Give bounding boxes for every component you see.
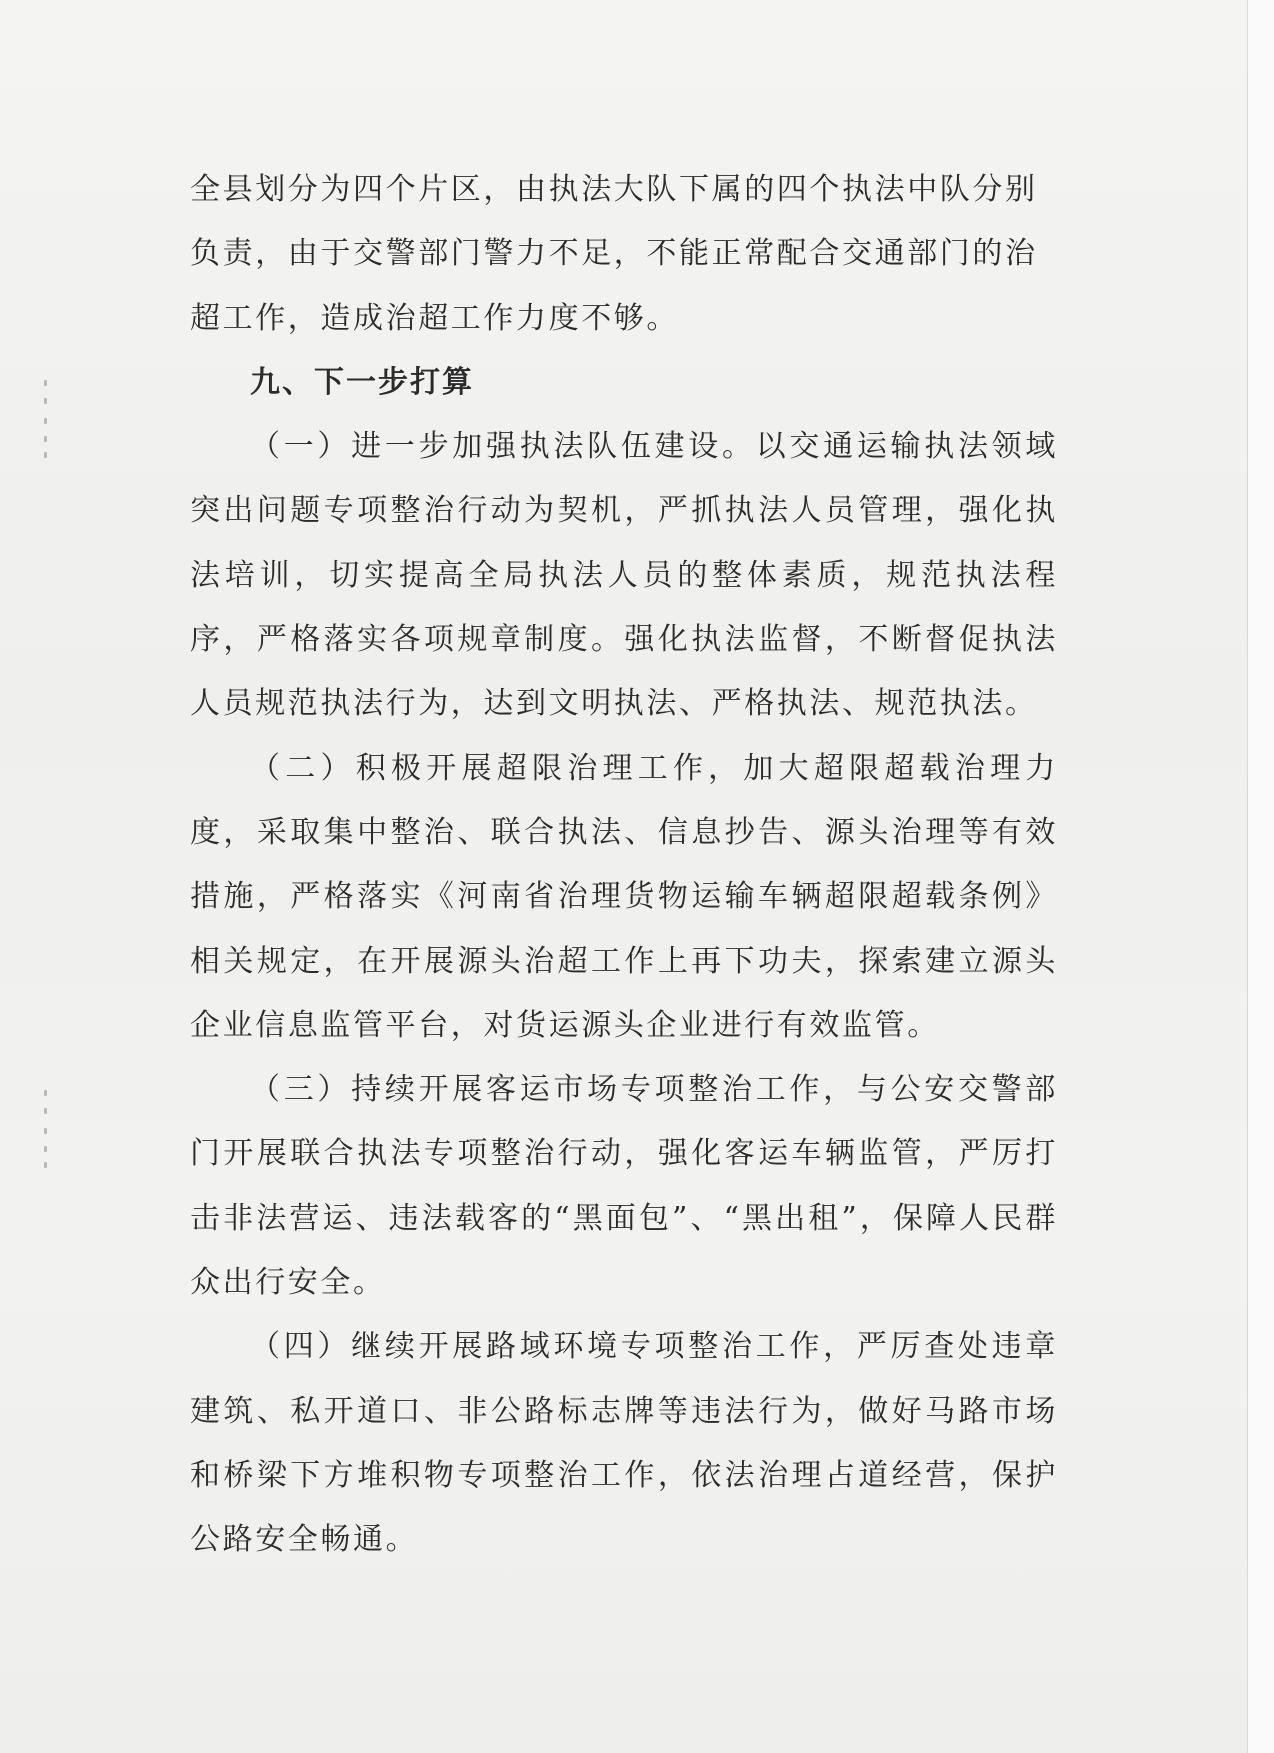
text-line: 民群众出行安全。 (190, 1200, 1058, 1301)
text-line: （一）进一步加强执法队伍建设。以交通运输执法领域 (250, 429, 1058, 465)
binding-mark (44, 1146, 47, 1152)
text-line: 严格落实《河南省治理货物运输车辆超限超载条例》相关规 (190, 879, 1058, 979)
text-line: （四）继续开展路域环境专项整治工作，严厉查处违章 (250, 1329, 1058, 1365)
text-line: 定，在开展源头治超工作上再下功夫，探索建立源头企业信 (190, 943, 1058, 1043)
section-heading (190, 351, 1058, 415)
text-line: （二）积极开展超限治理工作，加大超限超载治理力度， (190, 750, 1058, 850)
binding-mark (44, 418, 47, 424)
binding-mark (44, 1128, 47, 1134)
binding-mark (44, 380, 47, 386)
text-line: 全县划分为四个片区，由执法大队下属的四个执法中队分别 (190, 172, 1038, 207)
text-line: 采取集中整治、联合执法、信息抄告、源头治理等有效措施， (190, 814, 1059, 915)
paragraph-item-1 (190, 415, 1058, 736)
document-body (190, 158, 1058, 1573)
binding-mark (44, 436, 47, 442)
text-line: 息监管平台，对货运源头企业进行有效监管。 (287, 1007, 940, 1043)
binding-mark (44, 1108, 47, 1114)
paragraph-item-2 (190, 737, 1058, 1058)
text-line: 法培训，切实提高全局执法人员的整体素质，规范执法程序， (190, 557, 1058, 658)
text-line: （三）持续开展客运市场专项整治工作，与公安交警部 (250, 1072, 1058, 1108)
text-line: 严格落实各项规章制度。强化执法监督，不断督促执法人员 (190, 622, 1059, 722)
binding-mark (44, 398, 47, 404)
paragraph-item-4 (190, 1315, 1058, 1572)
binding-marks (44, 0, 54, 1753)
text-line: 规范执法行为，达到文明执法、严格执法、规范执法。 (255, 686, 1038, 722)
binding-mark (44, 1162, 47, 1168)
paragraph-item-3 (190, 1058, 1058, 1315)
text-line: 门开展联合执法专项整治行动，强化客运车辆监管，严厉打 (190, 1136, 1058, 1172)
text-line: 建筑、私开道口、非公路标志牌等违法行为，做好马路市场 (190, 1393, 1058, 1429)
text-line: 突出问题专项整治行动为契机，严抓执法人员管理，强化执 (190, 493, 1058, 529)
text-line: 和桥梁下方堆积物专项整治工作，依法治理占道经营，保护 (190, 1457, 1058, 1493)
text-line: 超工作，造成治超工作力度不够。 (190, 300, 679, 336)
text-line: 负责，由于交警部门警力不足，不能正常配合交通部门的治 (190, 236, 1038, 272)
paragraph-continued (190, 158, 1058, 351)
binding-mark (44, 452, 47, 458)
binding-mark (44, 1090, 47, 1096)
heading-text: 九、下一步打算 (250, 364, 474, 400)
page-edge-strip (1247, 0, 1274, 1753)
text-line: 击非法营运、违法载客的“黑面包”、“黑出租”，保障人 (190, 1200, 993, 1236)
text-line: 公路安全畅通。 (190, 1522, 419, 1558)
